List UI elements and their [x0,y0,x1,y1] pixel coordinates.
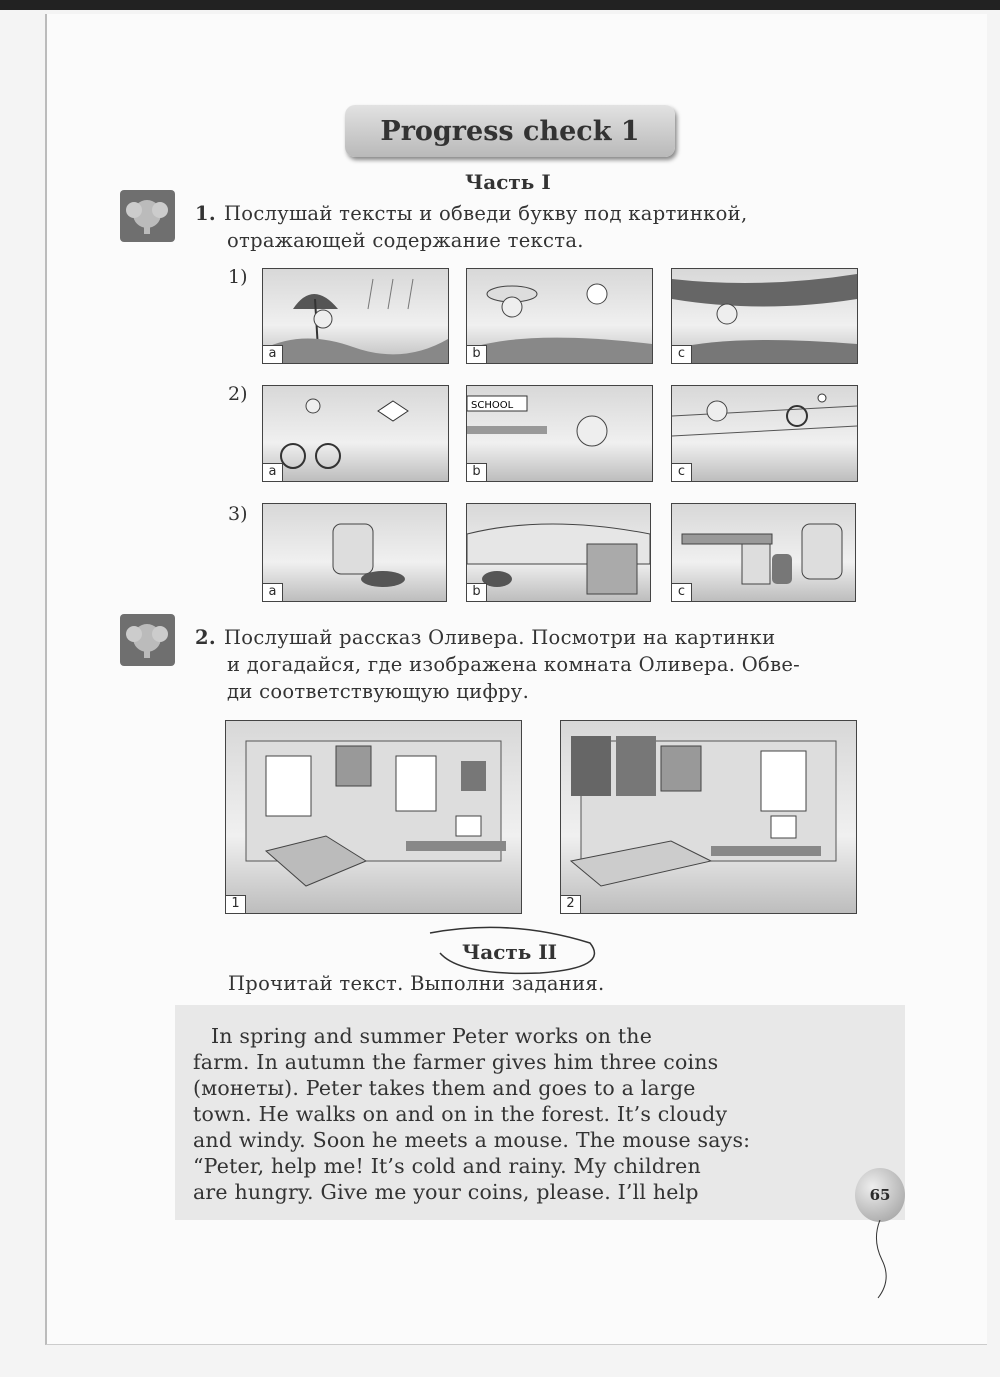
option-a[interactable]: a [262,345,283,364]
picture-bicycle-kite[interactable] [262,385,449,482]
story-line: In spring and summer Peter works on the [211,1024,653,1048]
task1-number: 1. [195,202,216,225]
option-c[interactable]: c [671,583,692,602]
row-number: 1) [228,266,248,288]
room-picture-1[interactable] [225,720,522,914]
option-b[interactable]: b [466,583,487,602]
picture-rain-umbrella[interactable] [262,268,449,364]
row-number: 2) [228,383,248,405]
task1-line: отражающей содержание текста. [227,229,584,252]
picture-school[interactable] [466,385,653,482]
part2-instruction: Прочитай текст. Выполни задания. [228,972,605,995]
balloon-string [870,1220,890,1300]
story-line: (монеты). Peter takes them and goes to a large [193,1076,696,1100]
row-number: 3) [228,503,248,525]
task2-line: Послушай рассказ Оливера. Посмотри на картинки [223,626,776,649]
task1-line: Послушай тексты и обведи букву под картинкой, [223,202,748,225]
task2-line: ди соответствующую цифру. [227,680,530,703]
story-box [175,1005,905,1220]
page-title: Progress check 1 [345,105,675,157]
picture-sunny-day[interactable] [466,268,653,364]
page-number: 65 [855,1168,905,1222]
picture-bed-shoes[interactable] [466,503,651,602]
option-b[interactable]: b [466,463,487,482]
option-c[interactable]: c [671,463,692,482]
room-picture-2[interactable] [560,720,857,914]
task2-line: и догадайся, где изображена комната Оливера. Обве- [227,653,801,676]
option-c[interactable]: c [671,345,692,364]
listening-elephant-icon [120,190,175,242]
story-line: and windy. Soon he meets a mouse. The mouse says: [193,1128,751,1152]
picture-windy-day[interactable] [671,268,858,364]
story-line: town. He walks on and on in the forest. It’s cloudy [193,1102,728,1126]
picture-armchair-clothes[interactable] [262,503,447,602]
listening-elephant-icon [120,614,175,666]
scan-edge [0,0,1000,10]
room-number-2[interactable]: 2 [560,895,581,914]
picture-tennis[interactable] [671,385,858,482]
task2-number: 2. [195,626,216,649]
story-line: “Peter, help me! It’s cold and rainy. My children [193,1154,701,1178]
story-line: farm. In autumn the farmer gives him three coins [193,1050,719,1074]
option-b[interactable]: b [466,345,487,364]
part1-heading: Часть I [465,170,551,194]
part2-heading: Часть II [462,940,558,964]
option-a[interactable]: a [262,463,283,482]
story-line: are hungry. Give me your coins, please. I’ll help [193,1180,699,1204]
room-number-1[interactable]: 1 [225,895,246,914]
picture-desk-backpack[interactable] [671,503,856,602]
school-sign: SCHOOL [471,400,514,411]
option-a[interactable]: a [262,583,283,602]
